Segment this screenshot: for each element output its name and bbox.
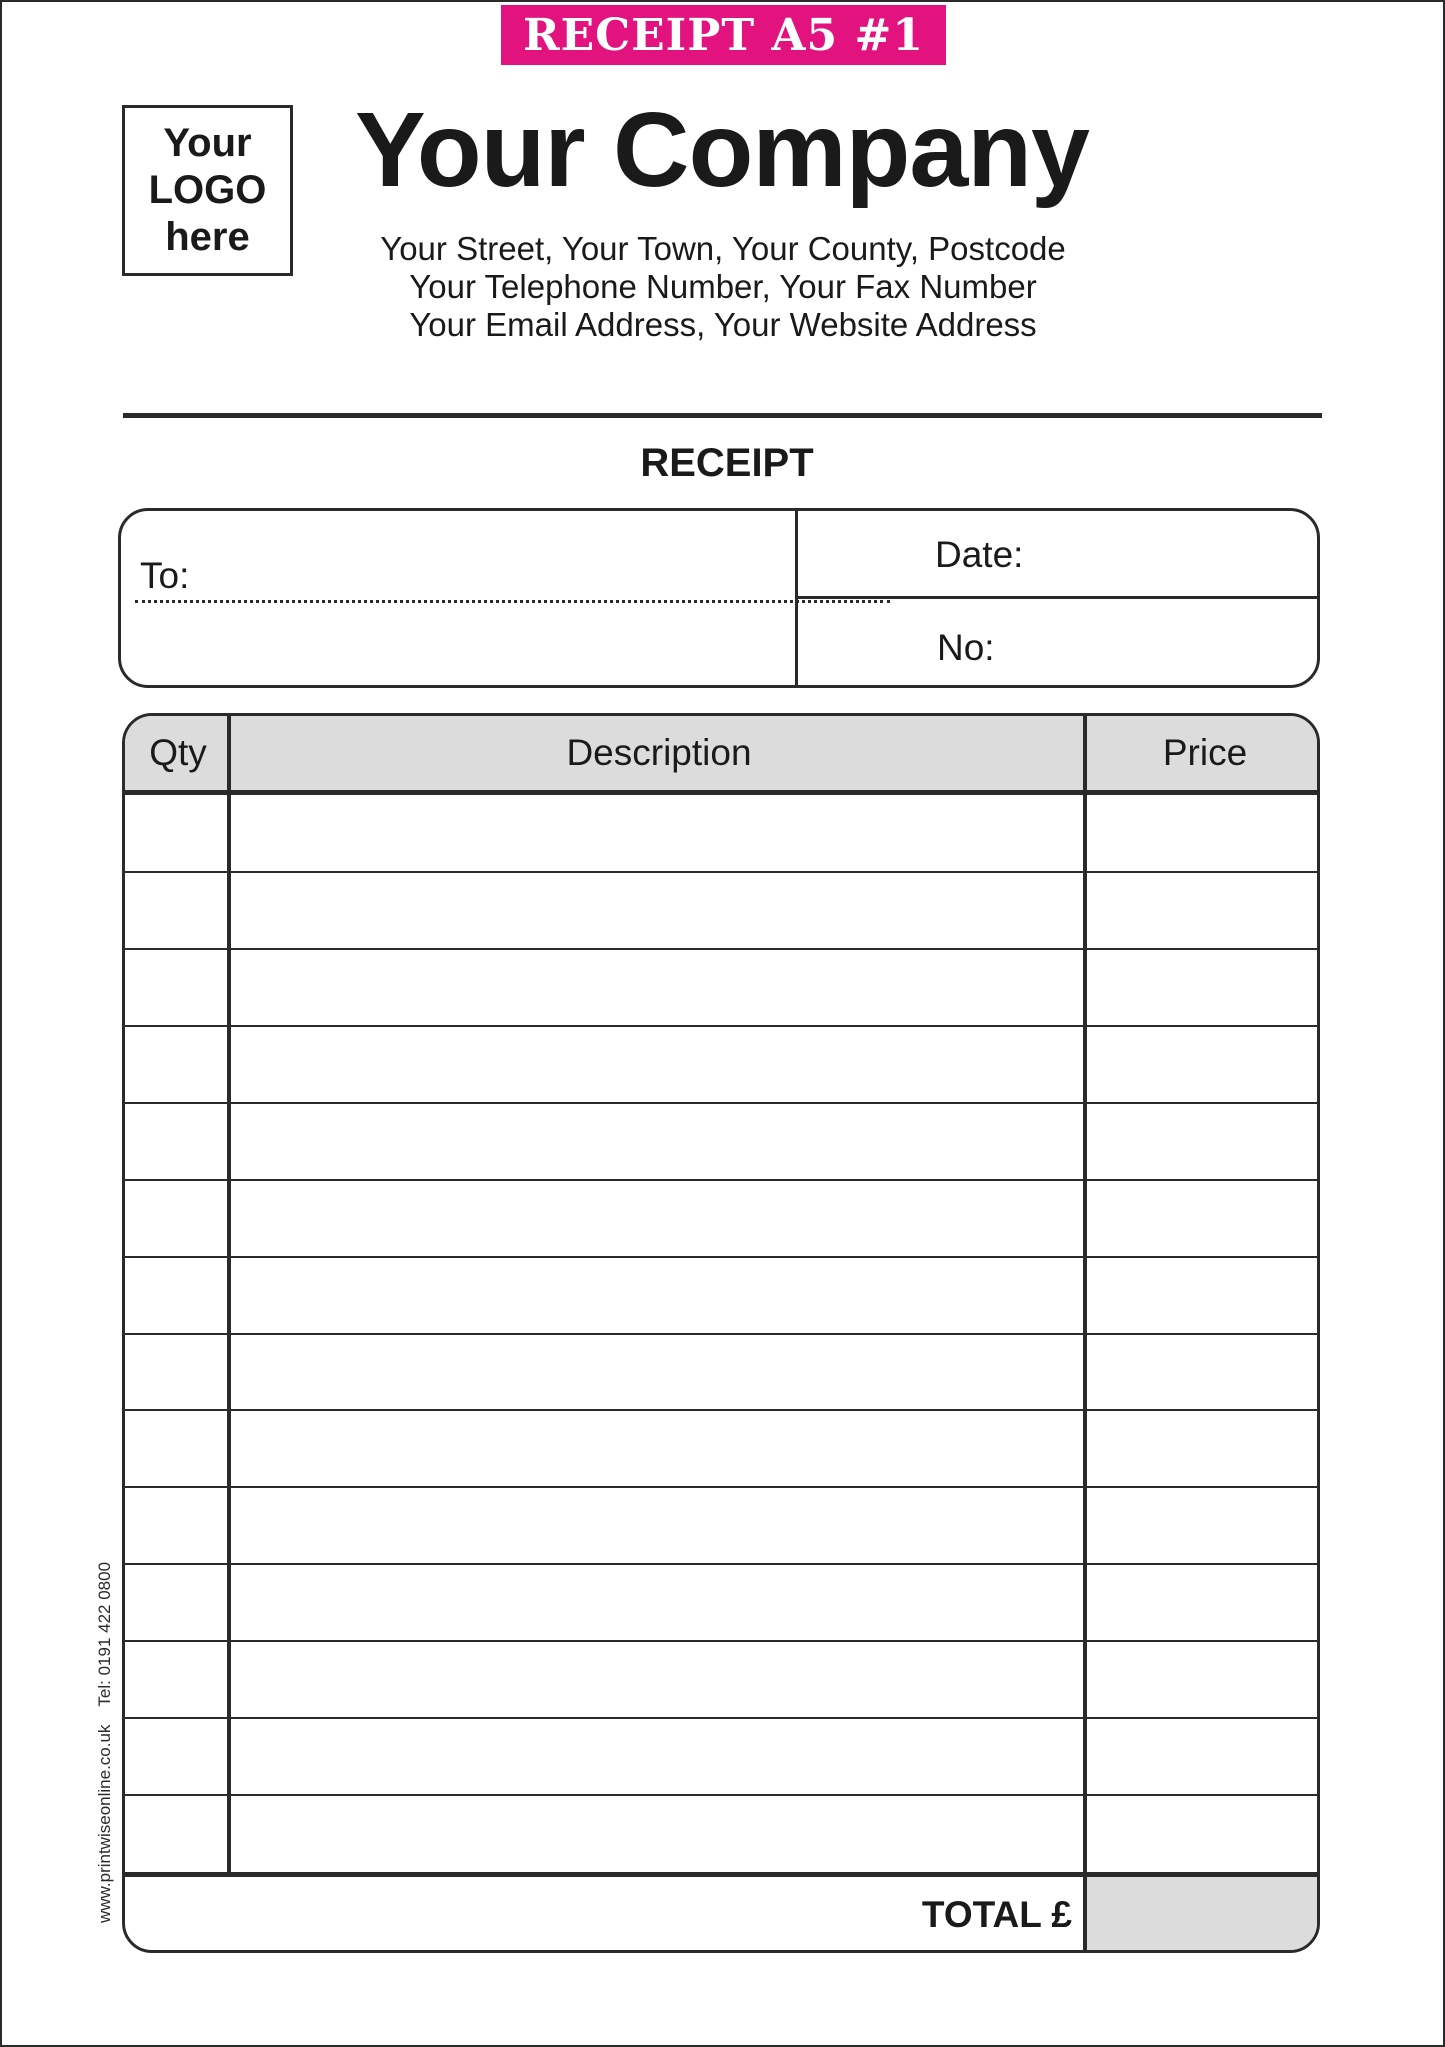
total-cell[interactable] — [1087, 1876, 1320, 1953]
form-title: RECEIPT — [640, 441, 814, 485]
info-horizontal-divider — [797, 596, 1318, 599]
printer-website: www.printwiseonline.co.uk — [95, 1724, 114, 1923]
logo-placeholder — [122, 105, 293, 276]
table-row-line — [125, 1794, 1317, 1796]
total-label: TOTAL £ — [921, 1894, 1072, 1935]
table-row-line — [125, 1333, 1317, 1335]
table-row-line — [125, 1409, 1317, 1411]
header-divider — [123, 413, 1322, 418]
items-table — [122, 713, 1320, 1953]
printer-telephone: Tel: 0191 422 0800 — [95, 1561, 114, 1707]
column-header-price: Price — [1162, 732, 1248, 773]
printer-credit — [95, 1562, 115, 1923]
to-label: To: — [140, 555, 190, 596]
table-row-line — [125, 1717, 1317, 1719]
table-row-line — [125, 1179, 1317, 1181]
date-label: Date: — [935, 534, 1024, 575]
number-label: No: — [937, 627, 995, 668]
address-line-3: Your Email Address, Your Website Address — [409, 306, 1037, 343]
table-row-line — [125, 1640, 1317, 1642]
address-line-2: Your Telephone Number, Your Fax Number — [409, 268, 1037, 305]
company-name: Your Company — [355, 91, 1089, 209]
column-header-qty: Qty — [149, 732, 207, 773]
company-address — [342, 230, 1104, 344]
table-row-line — [125, 1563, 1317, 1565]
to-field[interactable] — [135, 600, 890, 603]
table-row-line — [125, 1486, 1317, 1488]
logo-line-2: LOGO — [148, 168, 267, 212]
table-row-line — [125, 1025, 1317, 1027]
total-top-line — [125, 1872, 1317, 1877]
address-line-1: Your Street, Your Town, Your County, Postcode — [380, 230, 1066, 267]
column-header-description: Description — [566, 732, 752, 773]
table-row-line — [125, 871, 1317, 873]
table-row-line — [125, 1256, 1317, 1258]
qty-column-divider — [227, 716, 231, 1874]
table-row-line — [125, 1102, 1317, 1104]
template-badge: RECEIPT A5 #1 — [501, 5, 946, 65]
header-bottom-line — [125, 790, 1317, 795]
logo-line-3: here — [165, 215, 250, 259]
table-row-line — [125, 948, 1317, 950]
logo-line-1: Your — [163, 121, 252, 165]
